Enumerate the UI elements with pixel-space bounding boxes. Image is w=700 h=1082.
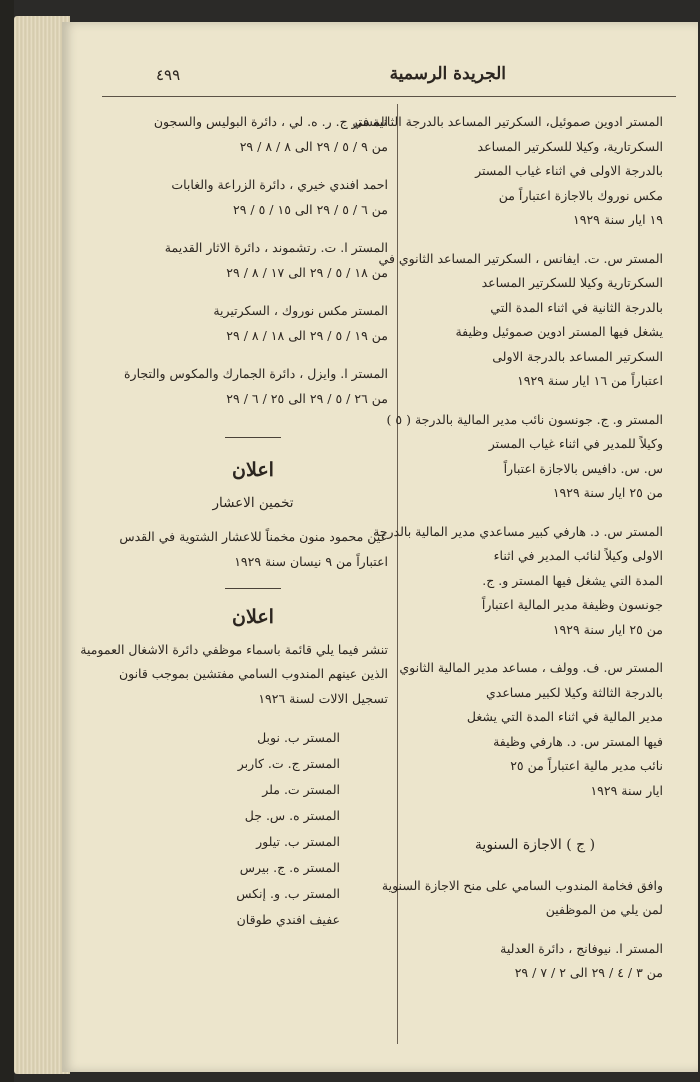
text-line: تنشر فيما يلي قائمة باسماء موظفي دائرة الاشغال العمومية <box>80 641 388 657</box>
leave-entry <box>118 299 388 348</box>
text-line: المستر س. د. هارفي كبير مساعدي مدير المالية بالدرجة <box>373 523 663 539</box>
text-line: المستر مكس نوروك ، السكرتيرية <box>213 303 388 318</box>
text-line: الاولى وكيلاً لنائب المدير في اثناء <box>493 548 663 563</box>
page-header <box>102 60 676 97</box>
text-line: وافق فخامة المندوب السامي على منح الاجازة السنوية <box>381 877 663 893</box>
notice-title: اعلان <box>232 459 274 481</box>
text-line: من ٦ / ٥ / ٢٩ الى ١٥ / ٥ / ٢٩ <box>233 201 388 217</box>
notice-body <box>80 638 388 712</box>
text-line: المستر س. ف. وولف ، مساعد مدير المالية الثانوي <box>399 660 663 675</box>
text-line: تسجيل الالات لسنة ١٩٢٦ <box>258 690 388 706</box>
text-line: السكرتارية، وكيلا للسكرتير المساعد <box>477 138 663 154</box>
text-line: من ١٨ / ٥ / ٢٩ الى ١٧ / ٨ / ٢٩ <box>226 264 388 280</box>
list-item: عفيف افندي طوقان <box>236 912 340 927</box>
appointment-notice <box>399 656 663 803</box>
leave-entry <box>118 362 388 411</box>
leave-entry <box>118 236 388 285</box>
notice-body <box>118 525 388 574</box>
leave-entry <box>407 937 663 986</box>
list-item: المستر ب. تيلور <box>256 834 340 849</box>
list-item: المستر ت. ملر <box>262 782 340 797</box>
text-line: بالدرجة الثالثة وكيلا لكبير مساعدي <box>486 684 663 700</box>
text-line: مدير المالية في اثناء المدة التي يشغل <box>466 709 663 724</box>
leave-entry <box>118 110 388 159</box>
left-column <box>80 110 388 933</box>
text-line: من ٢٥ ايار سنة ١٩٢٩ <box>552 621 663 637</box>
text-line: المستر ج. ر. ه. لي ، دائرة البوليس والسجون <box>153 114 388 129</box>
section-intro <box>381 874 663 923</box>
text-line: عين محمود منون مخمناً للاعشار الشتوية في القدس <box>119 529 388 544</box>
text-line: س. س. دافيس بالاجازة اعتباراً <box>503 460 663 476</box>
appointment-notice <box>386 408 663 506</box>
column-divider <box>397 104 398 1044</box>
text-line: وكيلاً للمدير في اثناء غياب المستر <box>488 436 663 451</box>
page-number: ٤٩٩ <box>156 66 181 84</box>
text-line: ايار سنة ١٩٢٩ <box>590 782 663 798</box>
text-line: فيها المستر س. د. هارفي وظيفة <box>493 733 663 749</box>
text-line: من ٣ / ٤ / ٢٩ الى ٢ / ٧ / ٢٩ <box>514 965 663 980</box>
notice-subtitle: تخمين الاعشار <box>212 494 294 511</box>
inspector-names-list <box>118 725 388 933</box>
text-line: اعتباراً من ١٦ ايار سنة ١٩٢٩ <box>517 373 663 388</box>
text-line: المستر و. ج. جونسون نائب مدير المالية بالدرجة ( ٥ ) <box>386 411 663 427</box>
text-line: مكس نوروك بالاجازة اعتباراً من <box>498 187 663 203</box>
section-rule <box>225 437 281 438</box>
text-line: من ١٩ / ٥ / ٢٩ الى ١٨ / ٨ / ٢٩ <box>226 327 388 343</box>
text-line: نائب مدير مالية اعتباراً من ٢٥ <box>510 758 663 773</box>
list-item: المستر ج. ت. كاربر <box>237 756 340 771</box>
gazette-page <box>62 22 698 1072</box>
text-line: يشغل فيها المستر ادوين صموئيل وظيفة <box>455 324 663 339</box>
list-item: المستر ب. نوبل <box>257 730 340 745</box>
text-line: من ٩ / ٥ / ٢٩ الى ٨ / ٨ / ٢٩ <box>239 138 388 154</box>
text-line: السكرتير المساعد بالدرجة الاولى <box>492 348 663 364</box>
text-line: لمن يلي من الموظفين <box>545 902 663 917</box>
notice-title: اعلان <box>232 606 274 628</box>
right-column <box>352 110 663 1000</box>
text-line: المستر ادوين صموئيل، السكرتير المساعد بالدرجة الثانية في <box>352 114 663 129</box>
list-item: المستر ب. و. إنكس <box>236 886 340 901</box>
text-line: المستر ا. نيوفانج ، دائرة العدلية <box>500 940 663 956</box>
appointment-notice <box>352 110 663 233</box>
section-rule <box>225 588 281 589</box>
text-line: بالدرجة الثانية في اثناء المدة التي <box>490 299 663 315</box>
list-item: المستر ه. س. جل <box>244 808 340 823</box>
text-line: ١٩ ايار سنة ١٩٢٩ <box>573 212 663 227</box>
text-line: المدة التي يشغل فيها المستر و. ج. <box>482 572 663 588</box>
text-line: من ٢٥ ايار سنة ١٩٢٩ <box>552 485 663 500</box>
text-line: السكرتارية وكيلا للسكرتير المساعد <box>481 275 663 290</box>
text-line: احمد افندي خيري ، دائرة الزراعة والغابات <box>171 177 388 192</box>
section-heading: ( ج ) الاجازة السنوية <box>474 837 596 853</box>
appointment-notice <box>373 520 663 643</box>
list-item: المستر ه. ج. بيرس <box>239 860 340 875</box>
text-line: اعتباراً من ٩ نيسان سنة ١٩٢٩ <box>234 553 388 569</box>
text-line: بالدرجة الاولى في اثناء غياب المستر <box>475 163 663 178</box>
text-line: المستر ا. ت. رتشموند ، دائرة الاثار القديمة <box>164 240 388 255</box>
text-line: من ٢٦ / ٥ / ٢٩ الى ٢٥ / ٦ / ٢٩ <box>226 390 388 406</box>
journal-title: الجريدة الرسمية <box>389 64 506 84</box>
text-line: المستر ا. وايزل ، دائرة الجمارك والمكوس والتجارة <box>124 366 388 381</box>
appointment-notice <box>378 247 663 394</box>
text-line: المستر س. ت. ايفانس ، السكرتير المساعد الثانوي في <box>378 250 663 266</box>
leave-entry <box>118 173 388 222</box>
book-spine <box>0 0 14 1082</box>
text-line: جونسون وظيفة مدير المالية اعتباراً <box>481 597 663 612</box>
text-line: الذين عينهم المندوب السامي مفتشين بموجب قانون <box>118 666 388 681</box>
